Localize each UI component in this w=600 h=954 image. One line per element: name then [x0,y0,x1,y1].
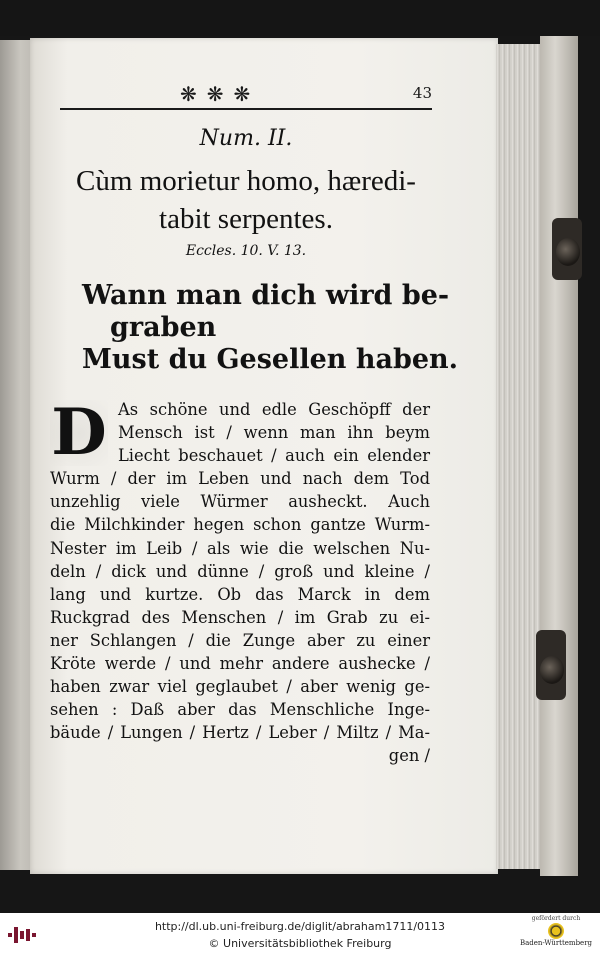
header-rule [60,108,432,110]
body-line: gen / [388,746,430,766]
book-cover-edge [540,36,578,876]
funder-name: Baden-Württemberg [519,939,593,947]
body-line: Liecht beschauet / auch ein elender [118,446,430,466]
upper-clasp [552,218,582,280]
bible-citation: Eccles. 10. V. 13. [185,243,307,259]
funder-caption: gefördert durch [531,915,581,922]
body-line: Wurm / der im Leben und nach dem Tod [50,469,430,489]
page-number: 43 [412,84,432,102]
german-heading-line: Wann man dich wird be- [82,280,450,311]
body-line: Kröte werde / und mehr andere aushecke / [50,654,430,674]
body-line: bäude / Lungen / Hertz / Leber / Miltz / Ma- [50,723,430,743]
body-line: lang und kurtze. Ob das Marck in dem [50,584,430,604]
page-stack-edge [496,44,540,869]
body-line: Mensch ist / wenn man ihn beym [118,423,430,443]
german-heading-line: Must du Gesellen haben. [82,344,459,375]
latin-heading-line: tabit serpentes. [159,203,333,235]
clasp-boss-icon [556,238,580,266]
copyright-notice: © Universitätsbibliothek Freiburg [208,937,392,950]
german-heading [82,280,459,376]
state-seal-icon [548,923,564,939]
body-line: ner Schlangen / die Zunge aber zu einer [50,630,430,650]
page-header [60,80,432,110]
body-line: deln / dick und dünne / groß und kleine / [50,561,430,581]
body-line: die Milchkinder hegen schon gantze Wurm- [50,515,430,535]
german-heading-line: graben [110,312,217,343]
body-line: Ruckgrad des Menschen / im Grab zu ei- [50,607,430,627]
viewer-footer [0,913,600,954]
clasp-boss-icon [540,656,564,684]
source-url-link[interactable]: http://dl.ub.uni-freiburg.de/diglit/abraham1711/0113 [154,920,446,933]
body-line: sehen : Daß aber das Menschliche Inge- [50,700,430,720]
scan-background [0,0,600,36]
body-line: Nester im Leib / als wie die welschen Nu- [50,538,430,558]
body-text [50,395,430,768]
body-line: As schöne und edle Geschöpff der [118,400,430,419]
funder-badge [518,915,594,953]
body-line: unzehlig viele Würmer ausheckt. Auch [50,492,430,512]
ornament-icons: ❋❋❋ [180,82,261,106]
latin-heading-line: Cùm morietur homo, hæredi- [76,165,416,197]
left-page-edge [0,40,34,870]
chapter-number: Num. II. [199,126,293,151]
lower-clasp [536,630,566,700]
latin-heading [60,162,432,238]
drop-cap: D [51,395,107,470]
body-line: haben zwar viel geglaubet / aber wenig ge- [50,677,430,697]
